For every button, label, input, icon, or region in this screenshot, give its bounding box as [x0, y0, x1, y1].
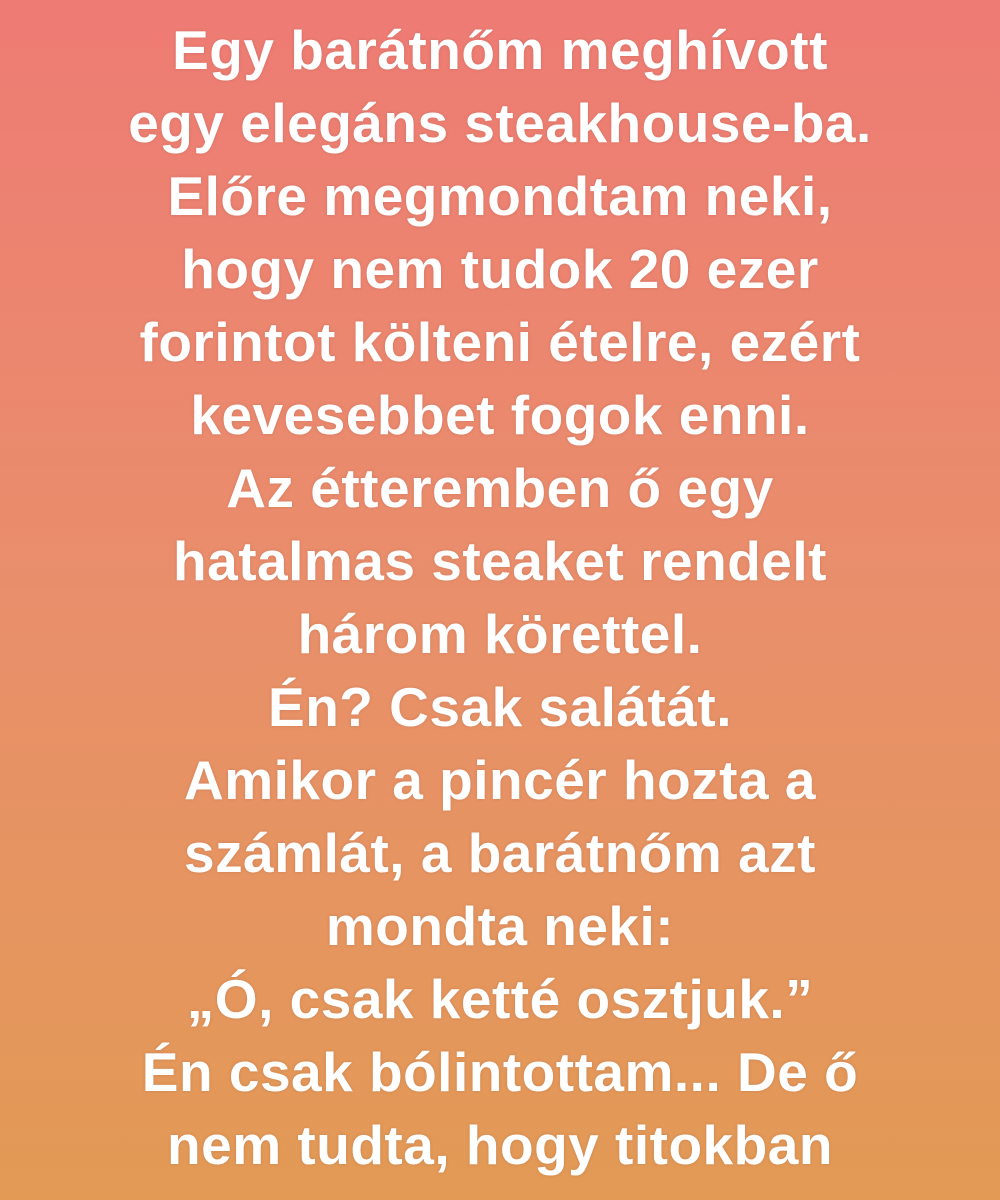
meme-text-line: nem tudta, hogy titokban [167, 1114, 833, 1176]
meme-text-line: Egy barátnőm meghívott [172, 19, 828, 81]
meme-text-line: mondta neki: [325, 895, 675, 957]
meme-text-line: egy elegáns steakhouse-ba. [128, 92, 872, 154]
meme-text-line: forintot költeni ételre, ezért [139, 311, 861, 373]
meme-text-line: Előre megmondtam neki, [167, 165, 833, 227]
meme-text-block [0, 14, 1000, 1182]
meme-text-line: számlát, a barátnőm azt [184, 822, 816, 884]
meme-text-line: Én? Csak salátát. [268, 676, 732, 738]
meme-text-line: kevesebbet fogok enni. [190, 384, 810, 446]
meme-text-line: Amikor a pincér hozta a [184, 749, 816, 811]
meme-text-line: Én csak bólintottam... De ő [141, 1041, 859, 1103]
meme-text-line: „Ó, csak ketté osztjuk.” [186, 968, 814, 1030]
meme-text-line: három körettel. [297, 603, 703, 665]
meme-text-line: hatalmas steaket rendelt [173, 530, 827, 592]
meme-text-line: Az étteremben ő egy [226, 457, 774, 519]
meme-text-line: hogy nem tudok 20 ezer [181, 238, 819, 300]
